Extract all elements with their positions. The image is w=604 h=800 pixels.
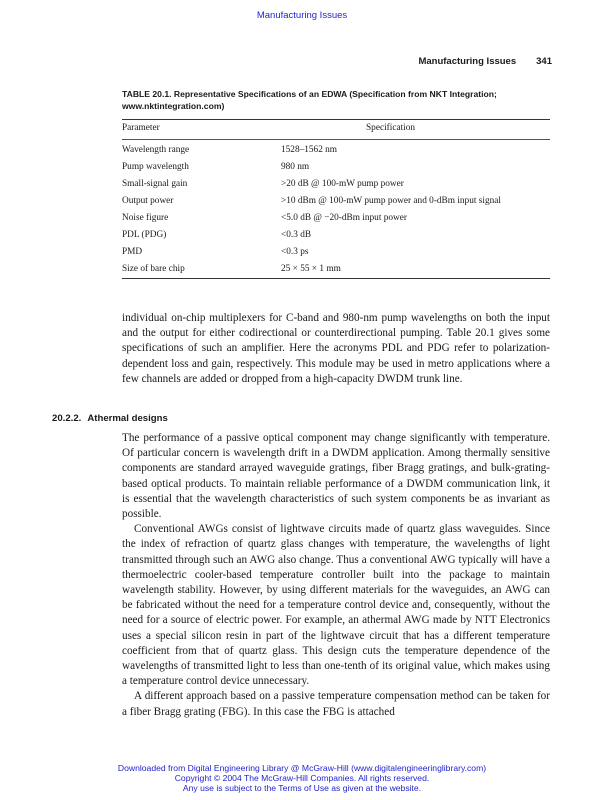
table-bottom-rule [122,278,550,279]
table-cell-parameter: Small-signal gain [122,179,188,189]
top-banner: Manufacturing Issues [256,10,348,21]
footer-terms-link[interactable]: Any use is subject to the Terms of Use as given at the website. [182,783,422,793]
paragraph: The performance of a passive optical component may change significantly with temperature. Of particular concern is wavelength drift in a DWDM application. Among thermally sensitive components are standard arrayed waveguide gratings, fiber Bragg gratings, and bulk-grating-based optical products. To maintain reliable performance of a DWDM communication link, it is essential that the wavelength characteristics of such system components be as invariant as possible. [122,432,550,521]
table-top-rule [122,119,550,120]
table-cell-parameter: Pump wavelength [122,162,189,172]
paragraph: individual on-chip multiplexers for C-band and 980-nm pump wavelengths on both the input and the output for either codirectional or counterdirectional pumping. Table 20.1 gives some specifications of such an amplifier. Here the acronyms PDL and PDG refer to polarization-dependent loss and gain, respectively. This module may be used in metro applications where a few channels are added or dropped from a high-capacity DWDM trunk line. [122,312,550,385]
section-heading [52,413,168,424]
table-cell-spec: <5.0 dB @ −20-dBm input power [281,213,407,223]
column-header-parameter: Parameter [122,123,160,133]
footer [0,763,604,793]
table-cell-spec: <0.3 dB [281,230,312,240]
table-cell-spec: <0.3 ps [281,247,309,257]
section-number: 20.2.2. [52,413,82,424]
section-title: Athermal designs [87,413,168,424]
table-header-rule [122,139,550,140]
table-cell-spec: 980 nm [281,162,310,172]
footer-download-link[interactable]: Downloaded from Digital Engineering Library @ McGraw-Hill (www.digitalengineeringlibrary.com) [117,763,487,773]
table-cell-spec: >10 dBm @ 100-mW pump power and 0-dBm input signal [281,196,501,206]
table-cell-parameter: Size of bare chip [122,264,185,274]
header-title: Manufacturing Issues [418,56,517,67]
table-caption: TABLE 20.1. Representative Specifications of an EDWA (Specification from NKT Integration; www.nktintegration.com) [122,89,497,111]
footer-copyright: Copyright © 2004 The McGraw-Hill Companies. All rights reserved. [174,773,430,783]
table-cell-parameter: Output power [122,196,174,206]
body-paragraph-continued [122,311,550,387]
table-cell-spec: 1528–1562 nm [281,145,338,155]
table-cell-parameter: Wavelength range [122,145,190,155]
column-header-specification: Specification [366,123,416,133]
page-number: 341 [536,56,552,67]
table-cell-parameter: PMD [122,247,143,257]
table-cell-parameter: PDL (PDG) [122,230,167,240]
paragraph: A different approach based on a passive temperature compensation method can be taken for a fiber Bragg grating (FBG). In this case the FBG is attached [122,690,550,718]
paragraph: Conventional AWGs consist of lightwave circuits made of quartz glass waveguides. Since the index of refraction of quartz glass changes with temperature, the wavelengths of light transmitted through such an AWG also change. Thus a conventional AWG typically will have a thermoelectric cooler-based temperature controller built into the package to maintain wavelength stability. However, by using different materials for the waveguides, an AWG can be fabricated without the need for a temperature control device and, consequently, without the need for a source of electric power. For example, an athermal AWG made by NTT Electronics uses a special silicon resin in part of the lightwave circuit that has a different temperature coefficient from that of quartz glass. This design cuts the temperature dependence of the wavelengths of transmitted light to less than one-tenth of its original value, which makes using a temperature control device unnecessary. [122,523,550,688]
table-cell-spec: >20 dB @ 100-mW pump power [281,179,404,189]
section-body [122,431,550,720]
running-header [418,56,552,67]
table-cell-parameter: Noise figure [122,213,169,223]
table-cell-spec: 25 × 55 × 1 mm [281,264,341,274]
